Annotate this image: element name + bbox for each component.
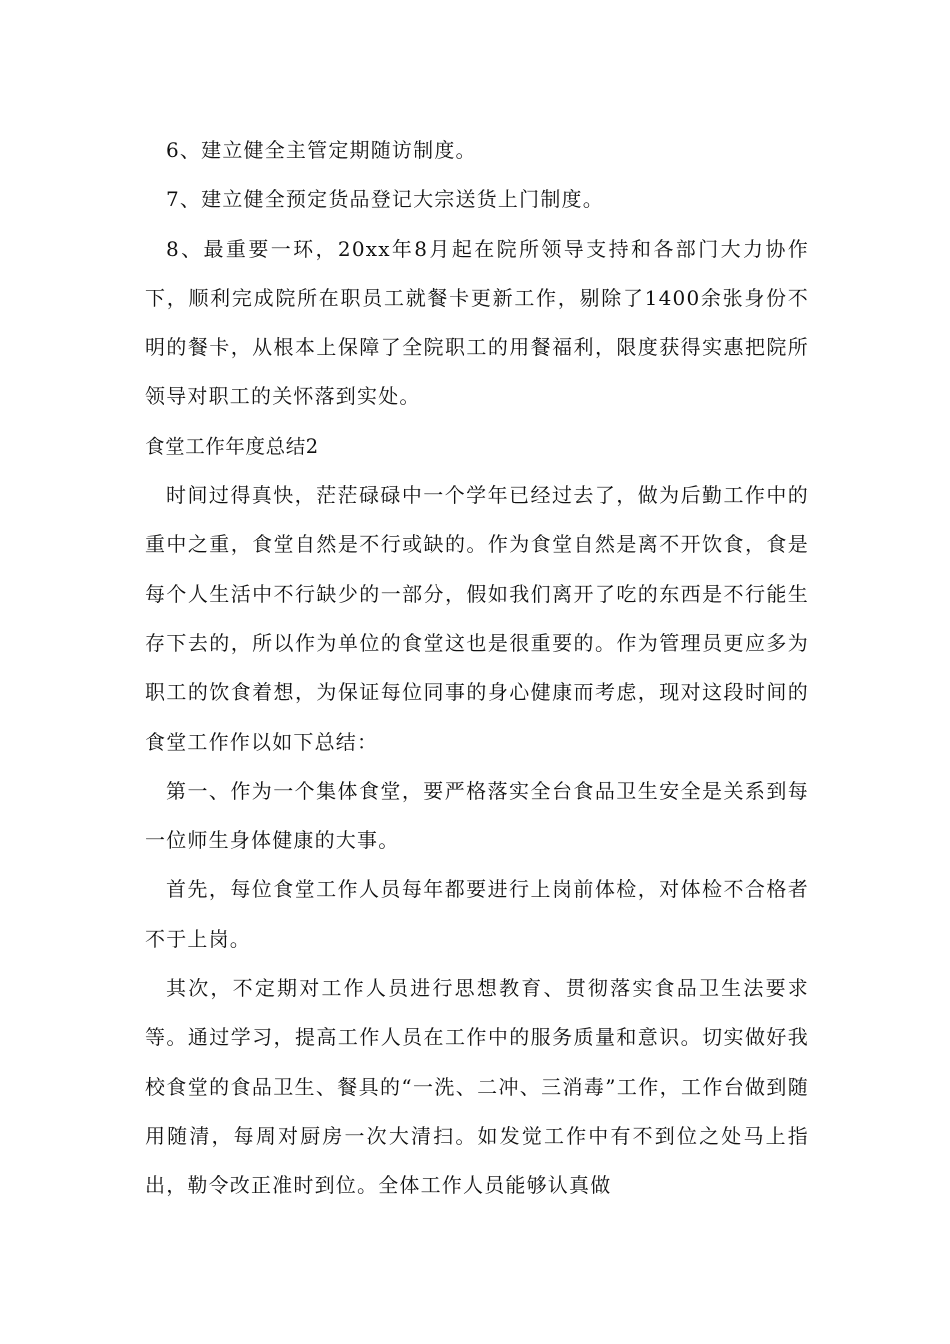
paragraph: 首先，每位食堂工作人员每年都要进行上岗前体检，对体检不合格者不于上岗。 — [145, 877, 809, 951]
paragraph: 第一、作为一个集体食堂，要严格落实全台食品卫生安全是关系到每一位师生身体健康的大事。 — [145, 778, 809, 853]
list-item: 7、建立健全预定货品登记大宗送货上门制度。 — [166, 187, 604, 212]
list-item: 6、建立健全主管定期随访制度。 — [166, 138, 477, 162]
list-item: 8、最重要一环，20xx年8月起在院所领导支持和各部门大力协作下，顺利完成院所在职员工就餐卡更新工作，剔除了1400余张身份不明的餐卡，从根本上保障了全院职工的用餐福利，限度获得实惠把院所领导对职工的关怀落到实处。 — [145, 236, 809, 409]
paragraph: 时间过得真快，茫茫碌碌中一个学年已经过去了，做为后勤工作中的重中之重，食堂自然是不行或缺的。作为食堂自然是离不开饮食，食是每个人生活中不行缺少的一部分，假如我们离开了吃的东西是不行能生存下去的，所以作为单位的食堂这也是很重要的。作为管理员更应多为职工的饮食着想，为保证每位同事的身心健康而考虑，现对这段时间的食堂工作作以如下总结： — [145, 483, 809, 754]
paragraph: 其次，不定期对工作人员进行思想教育、贯彻落实食品卫生法要求等。通过学习，提高工作人员在工作中的服务质量和意识。切实做好我校食堂的食品卫生、餐具的“一洗、二冲、三消毒”工作，工作台做到随用随清，每周对厨房一次大清扫。如发觉工作中有不到位之处马上指出，勒令改正准时到位。全体工作人员能够认真做 — [145, 976, 809, 1198]
document-body — [145, 126, 809, 1211]
section-title: 食堂工作年度总结2 — [145, 434, 319, 458]
